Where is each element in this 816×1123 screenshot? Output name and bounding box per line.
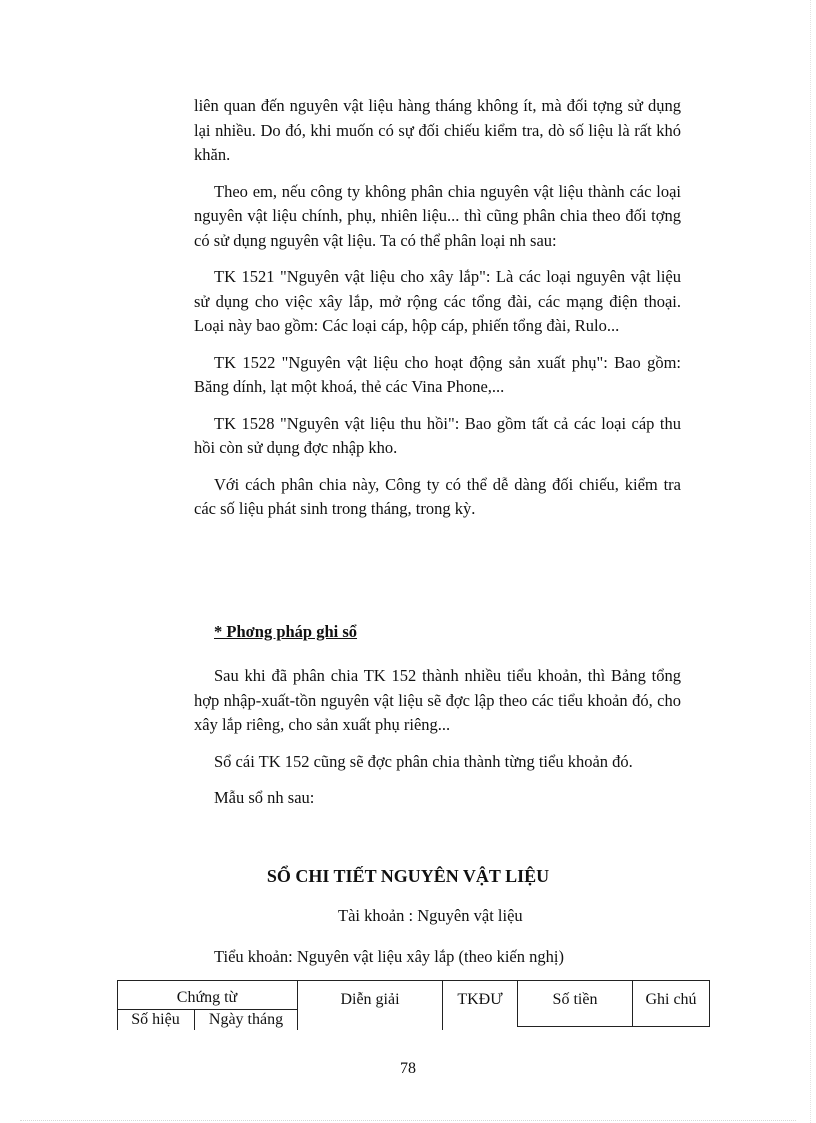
amount-header: Số tiền	[552, 991, 598, 1008]
voucher-divider	[117, 1009, 298, 1010]
page-bottom-rule	[20, 1120, 796, 1121]
paragraph-1: liên quan đến nguyên vật liệu hàng tháng không ít, mà đối tợng sử dụng lại nhiều. Do đó, khi muốn có sự đối chiếu kiểm tra, dò số liệu là rất khó khăn.	[194, 96, 681, 164]
paragraph-5: TK 1528 "Nguyên vật liệu thu hồi": Bao gồm tất cả các loại cáp thu hồi còn sử dụng đợc nhập kho.	[194, 413, 681, 457]
paragraph-9: Mẫu sổ nh sau:	[214, 788, 315, 807]
voucher-date-header: Ngày tháng	[208, 1011, 284, 1028]
counter-account-header: TKĐƯ	[457, 991, 503, 1008]
paragraph-7: Sau khi đã phân chia TK 152 thành nhiều tiểu khoản, thì Bảng tổng hợp nhập-xuất-tồn nguyên vật liệu sẽ đợc lập theo các tiểu khoản đó, cho xây lắp riêng, cho sản xuất phụ riêng...	[194, 666, 681, 734]
paragraph-8: Sổ cái TK 152 cũng sẽ đợc phân chia thành từng tiểu khoản đó.	[214, 751, 633, 771]
text-block-1	[194, 94, 681, 522]
paragraph-2: Theo em, nếu công ty không phân chia nguyên vật liệu thành các loại nguyên vật liệu chính, phụ, nhiên liệu... thì cũng phân chia theo đối tợng có sử dụng nguyên vật liệu. Ta có thể phân loại nh sau:	[194, 181, 681, 250]
ledger-table	[117, 980, 710, 1030]
account-line: Tài khoản : Nguyên vật liệu	[338, 906, 523, 925]
note-header: Ghi chú	[645, 991, 697, 1008]
paragraph-3: TK 1521 "Nguyên vật liệu cho xây lắp": Là các loại nguyên vật liệu sử dụng cho việc xây lắp, mở rộng các tổng đài, các mạng điện thoại. Loại này bao gồm: Các loại cáp, hộp cáp, phiến tổng đài, Rulo...	[194, 267, 681, 335]
voucher-number-header: Số hiệu	[131, 1011, 180, 1028]
subaccount-line: Tiểu khoản: Nguyên vật liệu xây lắp (theo kiến nghị)	[214, 947, 564, 966]
voucher-header: Chứng từ	[176, 989, 238, 1006]
table-top-border	[117, 980, 710, 981]
text-block-2	[194, 664, 681, 811]
ledger-title: SỔ CHI TIẾT NGUYÊN VẬT LIỆU	[266, 866, 550, 886]
page-number: 78	[400, 1060, 416, 1077]
paragraph-6: Với cách phân chia này, Công ty có thể dễ dàng đối chiếu, kiểm tra các số liệu phát sinh trong tháng, trong kỳ.	[194, 474, 681, 518]
description-header: Diễn giải	[340, 991, 400, 1008]
section-heading: * Phơng pháp ghi sổ	[214, 622, 358, 641]
page-right-rule	[810, 0, 811, 1123]
paragraph-4: TK 1522 "Nguyên vật liệu cho hoạt động sản xuất phụ": Bao gồm: Băng dính, lạt một khoá, thẻ các Vina Phone,...	[194, 352, 681, 396]
table-right-border	[709, 980, 710, 1027]
right-bottom-line	[517, 1026, 710, 1027]
